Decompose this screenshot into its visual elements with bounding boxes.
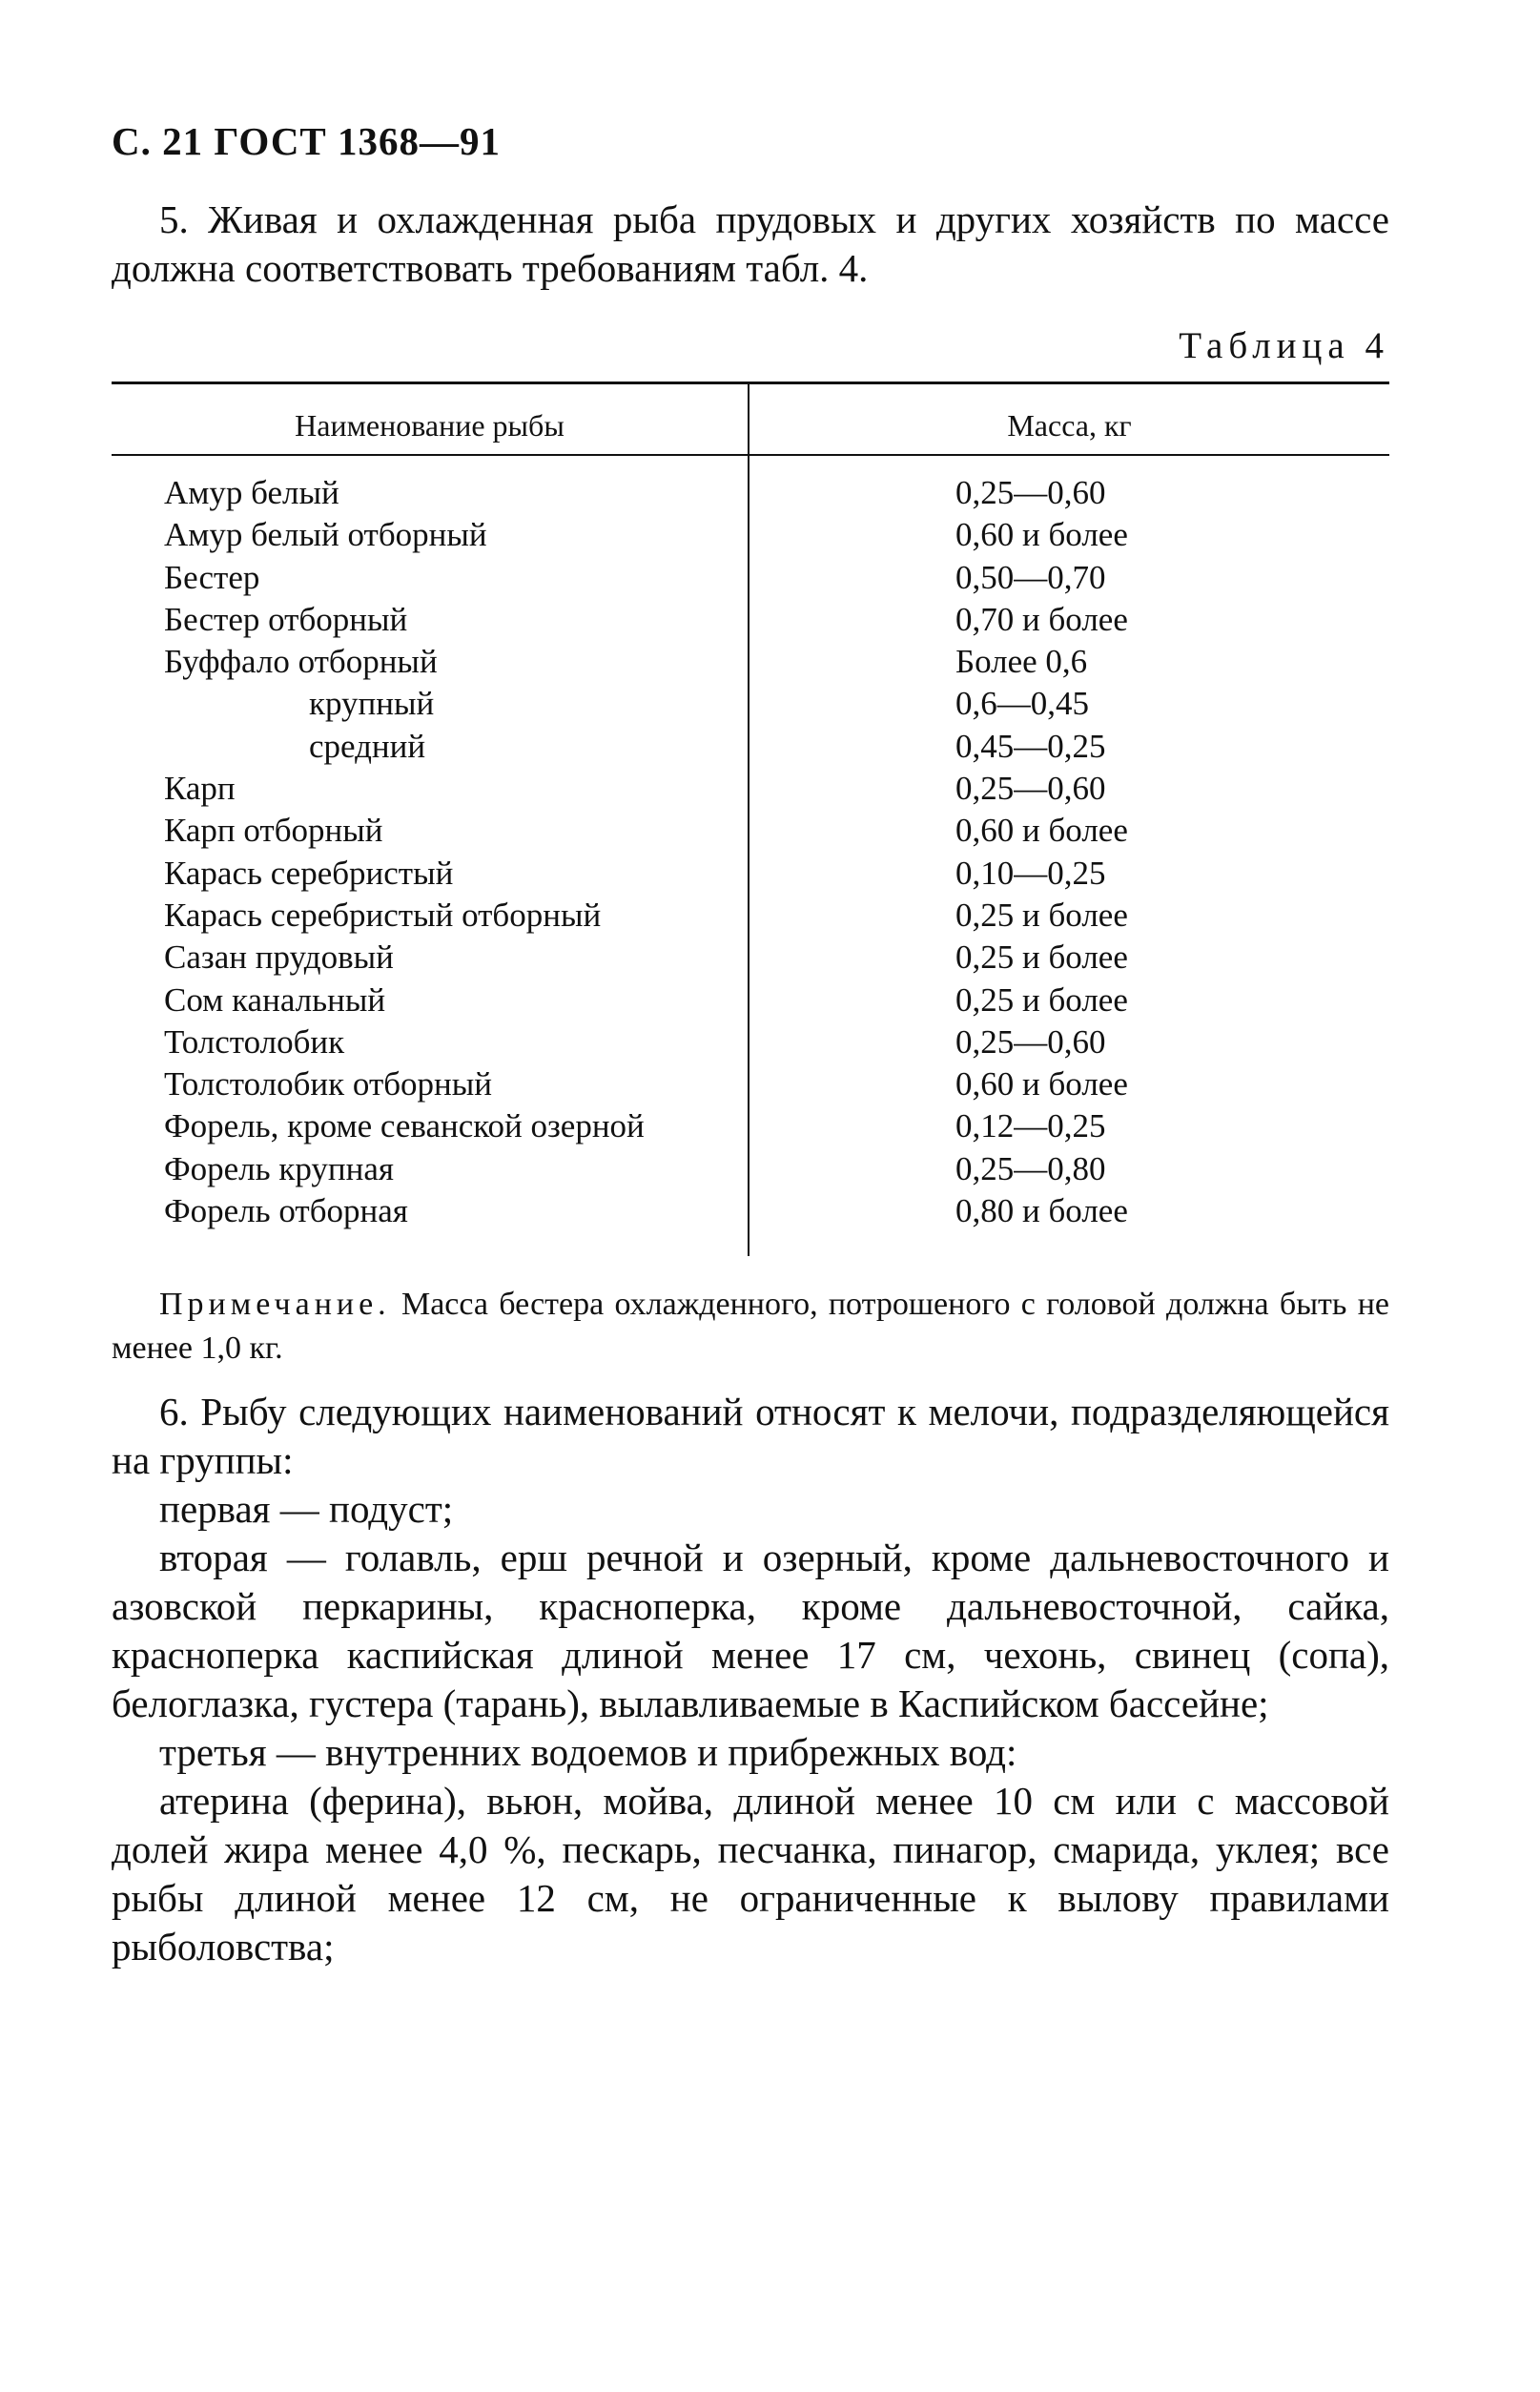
fish-mass: 0,12—0,25 [955, 1107, 1106, 1145]
fish-mass: 0,25 и более [955, 938, 1128, 977]
fish-name: Форель, кроме севанской озерной [164, 1107, 645, 1145]
fish-mass: 0,50—0,70 [955, 558, 1106, 596]
fish-mass: 0,60 и более [955, 1065, 1128, 1103]
table-row [112, 683, 1389, 725]
table-row [112, 1105, 1389, 1147]
table-row [112, 1021, 1389, 1063]
fish-name: Карась серебристый отборный [164, 896, 602, 934]
fish-name: Форель отборная [164, 1192, 408, 1230]
fish-name: Бестер отборный [164, 600, 408, 638]
fish-name: Амур белый [164, 474, 339, 511]
fish-name: Сом канальный [164, 980, 386, 1019]
paragraph-6: 6. Рыбу следующих наименований относят к мелочи, подразделяющейся на группы: [112, 1390, 1389, 1482]
fish-name: средний [309, 727, 426, 765]
page-header: С. 21 ГОСТ 1368—91 [112, 119, 502, 163]
column-header-mass: Масса, кг [1007, 408, 1132, 443]
table-row [112, 1063, 1389, 1105]
fish-mass: 0,25—0,60 [955, 770, 1106, 808]
table-body [112, 472, 1389, 1232]
fish-mass: 0,45—0,25 [955, 727, 1106, 765]
fish-name: Карась серебристый [164, 854, 454, 892]
fish-mass: 0,80 и более [955, 1192, 1128, 1230]
fish-name: Форель крупная [164, 1149, 395, 1187]
fish-name: крупный [309, 685, 435, 723]
fish-name: Бестер [164, 558, 260, 596]
fish-name: Карп отборный [164, 812, 383, 850]
fish-name: Толстолобик отборный [164, 1065, 493, 1103]
table-row [112, 514, 1389, 556]
table-row [112, 810, 1389, 852]
group-first: первая — подуст; [159, 1487, 454, 1531]
column-header-name: Наименование рыбы [295, 408, 565, 443]
fish-name: Амур белый отборный [164, 516, 487, 554]
group-third-list: атерина (ферина), вьюн, мойва, длиной менее 10 см или с массовой долей жира менее 4,0 %, пескарь, песчанка, пинагор, смарида, уклея; все рыбы длиной менее 12 см, не ограниченные к вылову правилами рыболовства; [112, 1779, 1389, 1969]
note-text: Масса бестера охлажденного, потрошеного с головой должна быть не менее 1,0 кг. [112, 1287, 1389, 1366]
table-row [112, 1148, 1389, 1190]
fish-mass: 0,25—0,80 [955, 1149, 1106, 1187]
fish-mass: 0,25 и более [955, 896, 1128, 934]
table-row [112, 895, 1389, 937]
fish-mass: 0,25—0,60 [955, 1022, 1106, 1061]
fish-mass: 0,10—0,25 [955, 854, 1106, 892]
fish-mass: 0,60 и более [955, 516, 1128, 554]
table-row [112, 599, 1389, 641]
fish-mass: 0,25—0,60 [955, 474, 1106, 511]
fish-mass: 0,6—0,45 [955, 685, 1089, 723]
table-row [112, 768, 1389, 810]
table-row [112, 1190, 1389, 1232]
fish-mass: 0,60 и более [955, 812, 1128, 850]
fish-name: Толстолобик [164, 1022, 345, 1061]
fish-name: Буффало отборный [164, 643, 438, 681]
note-label: Примечание. [159, 1287, 391, 1322]
table-row [112, 557, 1389, 599]
table-note [112, 1283, 1389, 1371]
table-row [112, 937, 1389, 979]
group-third: третья — внутренних водоемов и прибрежных вод: [159, 1730, 1017, 1774]
fish-mass: 0,70 и более [955, 600, 1128, 638]
fish-name: Сазан прудовый [164, 938, 394, 977]
table-header-rule [112, 454, 1389, 456]
table-row [112, 641, 1389, 683]
group-second: вторая — голавль, ерш речной и озерный, кроме дальневосточного и азовской перкарины, красноперка, кроме дальневосточной, сайка, красноперка каспийская длиной менее 17 см, чехонь, свинец (сопа), белоглазка, густера (тарань), вылавливаемые в Каспийском бассейне; [112, 1536, 1389, 1725]
table-row [112, 726, 1389, 768]
table-caption: Таблица 4 [1179, 325, 1389, 366]
table-row [112, 853, 1389, 895]
fish-mass: 0,25 и более [955, 980, 1128, 1019]
table-row [112, 979, 1389, 1021]
fish-mass: Более 0,6 [955, 643, 1088, 681]
fish-name: Карп [164, 770, 236, 808]
table-top-rule [112, 381, 1389, 384]
paragraph-5: 5. Живая и охлажденная рыба прудовых и других хозяйств по массе должна соответствовать требованиям табл. 4. [112, 197, 1389, 290]
table-row [112, 472, 1389, 514]
